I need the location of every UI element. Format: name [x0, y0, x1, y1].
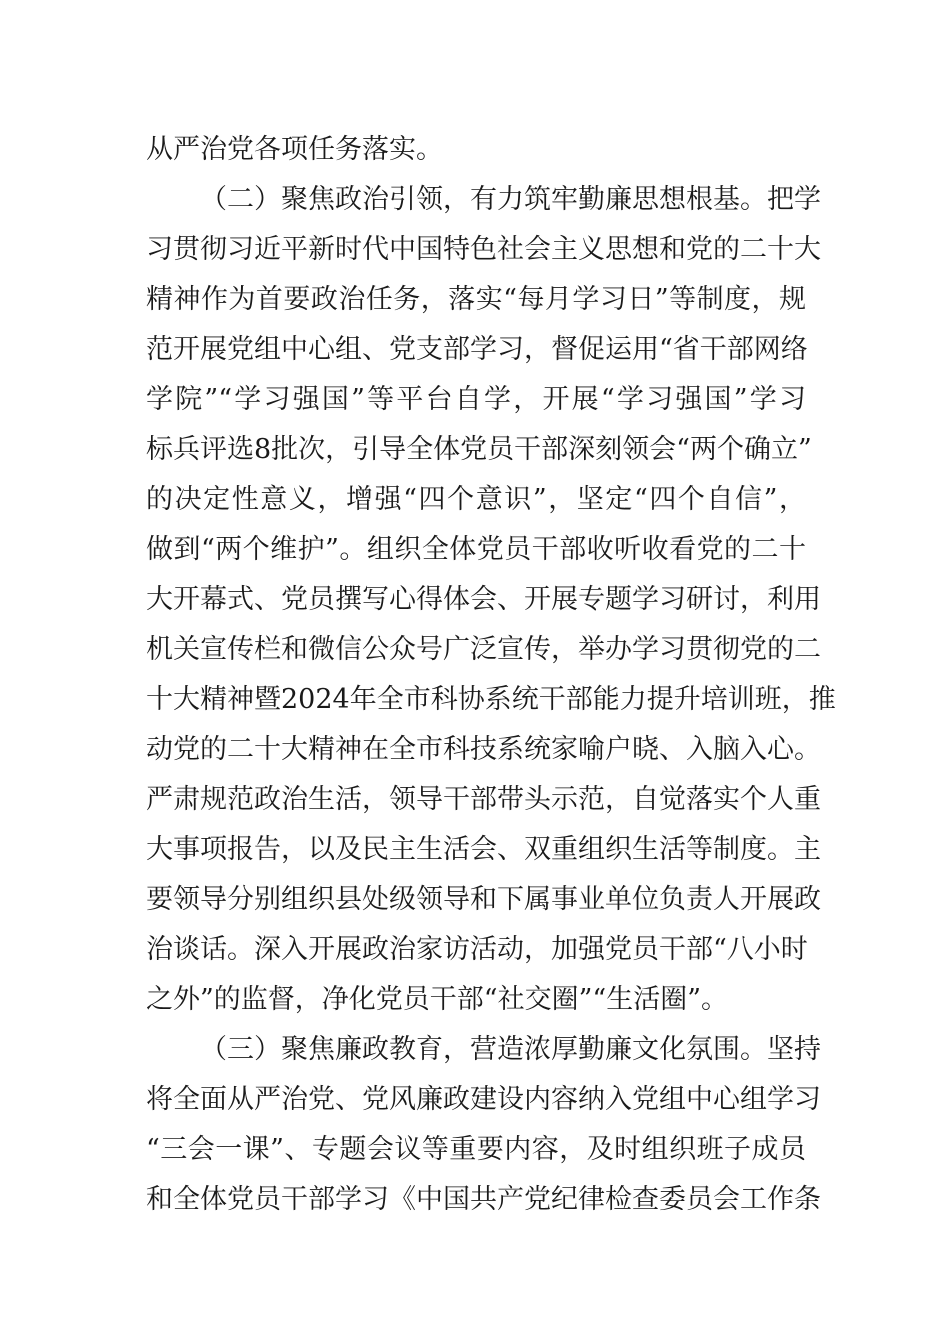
- text-line-15: 大事项报告，以及民主生活会、双重组织生活等制度。主: [146, 834, 821, 865]
- text-line-16: 要领导分别组织县处级领导和下属事业单位负责人开展政: [146, 884, 821, 915]
- text-line-22: 和全体党员干部学习《中国共产党纪律检查委员会工作条: [146, 1184, 821, 1215]
- text-line-5: 范开展党组中心组、党支部学习，督促运用“省干部网络: [146, 334, 808, 365]
- text-line-10: 大开幕式、党员撰写心得体会、开展专题学习研讨，利用: [146, 584, 821, 615]
- text-line-18: 之外”的监督，净化党员干部“社交圈”“生活圈”。: [146, 984, 729, 1015]
- text-line-7: 标兵评选8批次，引导全体党员干部深刻领会“两个确立”: [146, 434, 812, 465]
- text-line-6: 学院”“学习强国”等平台自学，开展“学习强国”学习: [146, 384, 806, 415]
- text-line-11: 机关宣传栏和微信公众号广泛宣传，举办学习贯彻党的二: [146, 634, 821, 665]
- text-line-14: 严肃规范政治生活，领导干部带头示范，自觉落实个人重: [146, 784, 821, 815]
- text-line-8: 的决定性意义，增强“四个意识”，坚定“四个自信”，: [146, 484, 806, 515]
- text-line-20: 将全面从严治党、党风廉政建设内容纳入党组中心组学习: [146, 1084, 821, 1115]
- text-line-1: 从严治党各项任务落实。: [146, 134, 443, 165]
- text-line-13: 动党的二十大精神在全市科技系统家喻户晓、入脑入心。: [146, 734, 821, 765]
- text-line-4: 精神作为首要政治任务，落实“每月学习日”等制度，规: [146, 284, 806, 315]
- text-line-9: 做到“两个维护”。组织全体党员干部收听收看党的二十: [146, 534, 806, 565]
- text-line-12: 十大精神暨2024年全市科协系统干部能力提升培训班，推: [146, 684, 836, 715]
- text-line-21: “三会一课”、专题会议等重要内容，及时组织班子成员: [146, 1134, 806, 1165]
- text-line-17: 治谈话。深入开展政治家访活动，加强党员干部“八小时: [146, 934, 808, 965]
- text-line-19: （三）聚焦廉政教育，营造浓厚勤廉文化氛围。坚持: [200, 1034, 821, 1065]
- text-line-3: 习贯彻习近平新时代中国特色社会主义思想和党的二十大: [146, 234, 821, 265]
- text-line-2: （二）聚焦政治引领，有力筑牢勤廉思想根基。把学: [200, 184, 821, 215]
